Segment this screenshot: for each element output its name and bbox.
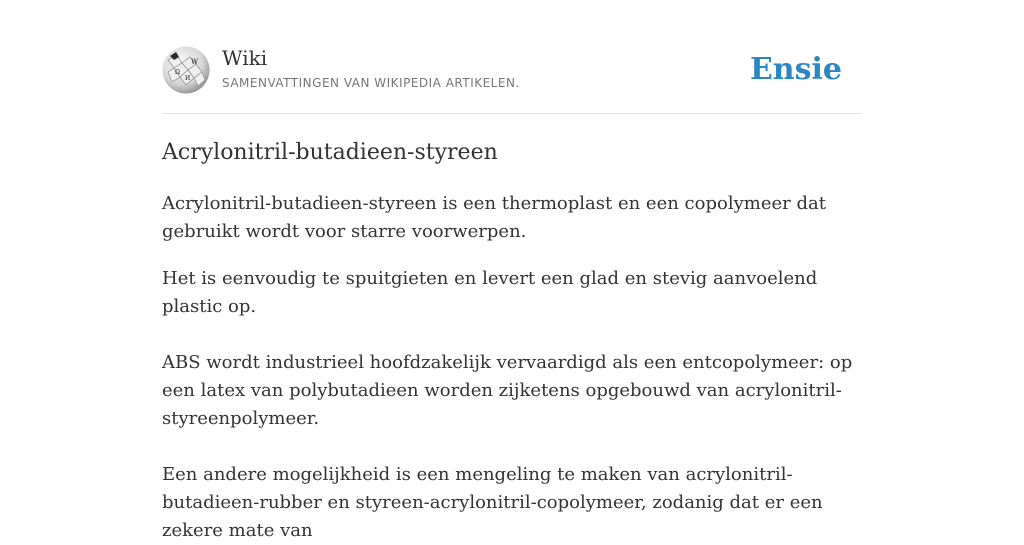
article-paragraph: ABS wordt industrieel hoofdzakelijk vervaardigd als een entcopolymeer: op een latex van polybutadieen worden zijketens opgebouwd van acrylonitril-styreenpolymeer.: [162, 352, 853, 429]
article-title: Acrylonitril-butadieen-styreen: [162, 140, 498, 165]
site-subtitle: SAMENVATTINGEN VAN WIKIPEDIA ARTIKELEN.: [222, 76, 520, 90]
wikipedia-globe-icon[interactable]: [162, 46, 210, 94]
site-header: [162, 46, 862, 114]
svg-text:W: W: [191, 58, 199, 66]
svg-text:И: И: [185, 75, 191, 82]
svg-text:Ω: Ω: [175, 69, 180, 76]
site-title[interactable]: Wiki: [222, 46, 268, 70]
article-paragraph: Een andere mogelijkheid is een mengeling te maken van acrylonitril-butadieen-rubber en styreen-acrylonitril-copolymeer, zodanig dat er een zekere mate van: [162, 464, 823, 541]
brand-logo-link[interactable]: Ensie: [749, 52, 842, 87]
article-paragraph: Het is eenvoudig te spuitgieten en levert een glad en stevig aanvoelend plastic op.: [162, 268, 818, 317]
article-paragraph: Acrylonitril-butadieen-styreen is een thermoplast en een copolymeer dat gebruikt wordt voor starre voorwerpen.: [162, 193, 826, 242]
content-container: [162, 46, 862, 545]
